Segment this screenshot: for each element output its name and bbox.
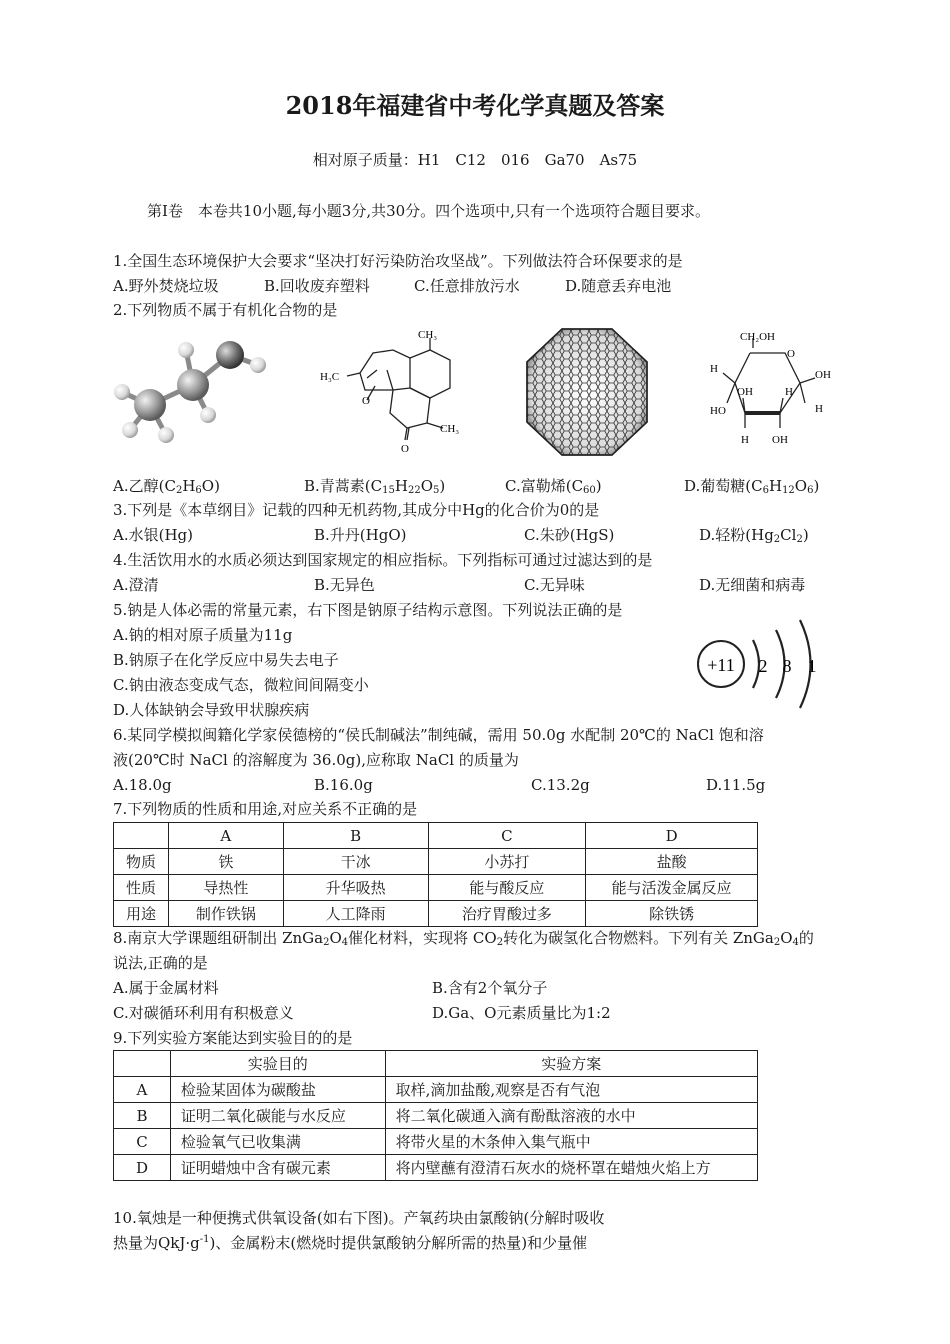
q1-option-d: D.随意丢弃电池 bbox=[565, 277, 672, 295]
table-cell: A bbox=[114, 1077, 171, 1103]
oh-right-label: OH bbox=[815, 369, 831, 381]
carbon-atom bbox=[134, 389, 166, 421]
table-row bbox=[114, 1155, 758, 1181]
atomic-mass-line: 相对原子质量：H1 C12 016 Ga70 As75 bbox=[312, 151, 638, 169]
table-cell: 取样,滴加盐酸,观察是否有气泡 bbox=[385, 1077, 757, 1103]
table-cell: 导热性 bbox=[168, 875, 283, 901]
q3-stem: 3.下列是《本草纲目》记载的四种无机药物,其成分中Hg的化合价为0的是 bbox=[113, 501, 600, 519]
q7-table bbox=[113, 822, 758, 927]
q6-option-a: A.18.0g bbox=[113, 776, 172, 794]
oh-bottom1-label: OH bbox=[737, 386, 753, 398]
h-label-2: H bbox=[785, 386, 793, 398]
o-bottom-label: O bbox=[401, 443, 409, 455]
q4-option-b: B.无异色 bbox=[314, 576, 375, 594]
q10-stem-line2: 热量为$QkJ\cdot g^{-1}$)、金属粉末(燃烧时提供氯酸钠分解所需的热量)和少量催 bbox=[113, 1234, 588, 1252]
q3-option-a: A.水银(Hg) bbox=[113, 526, 193, 544]
hydrogen-atom bbox=[122, 422, 138, 438]
table-cell: 性质 bbox=[114, 875, 169, 901]
q4-option-a: A.澄清 bbox=[113, 576, 159, 594]
ethanol-model-figure bbox=[108, 330, 278, 450]
glucose-structure-figure bbox=[705, 328, 840, 453]
h3c-label: H₃C bbox=[320, 371, 340, 383]
q4-option-d: D.无细菌和病毒 bbox=[699, 576, 806, 594]
q3-option-b: B.升丹(HgO) bbox=[314, 526, 407, 544]
hydrogen-atom bbox=[114, 384, 130, 400]
q2-option-d: D.葡萄糖$(C_6H_{12}O_6)$ bbox=[684, 477, 820, 496]
shell-2-electrons: 8 bbox=[782, 656, 792, 676]
q8-option-c: C.对碳循环利用有积极意义 bbox=[113, 1004, 294, 1022]
table-cell: 物质 bbox=[114, 849, 169, 875]
table-cell: 将二氧化碳通入滴有酚酞溶液的水中 bbox=[385, 1103, 757, 1129]
hydrogen-atom bbox=[178, 342, 194, 358]
q1-option-a: A.野外焚烧垃圾 bbox=[113, 277, 219, 295]
table-cell: 盐酸 bbox=[586, 849, 758, 875]
table-cell: A bbox=[168, 823, 283, 849]
q5-option-d: D.人体缺钠会导致甲状腺疾病 bbox=[113, 701, 310, 719]
table-cell: 证明蜡烛中含有碳元素 bbox=[170, 1155, 385, 1181]
q8-option-d: D.Ga、O元素质量比为1:2 bbox=[432, 1004, 611, 1022]
table-cell: 小苏打 bbox=[428, 849, 586, 875]
page-title: 2018年福建省中考化学真题及答案 bbox=[285, 91, 665, 120]
h-label-4: H bbox=[815, 403, 823, 415]
nucleus-charge: +11 bbox=[707, 655, 735, 675]
table-row bbox=[114, 901, 758, 927]
q6-stem-line1: 6.某同学模拟闽籍化学家侯德榜的“侯氏制碱法”制纯碱，需用 50.0g 水配制 20℃的 NaCl 饱和溶 bbox=[113, 726, 764, 744]
q1-stem: 1.全国生态环境保护大会要求“坚决打好污染防治攻坚战”。下列做法符合环保要求的是 bbox=[113, 252, 683, 270]
table-row bbox=[114, 875, 758, 901]
table-cell: C bbox=[114, 1129, 171, 1155]
sodium-atom-diagram bbox=[693, 612, 838, 717]
q2-option-b: B.青蒿素$(C_{15}H_{22}O_5)$ bbox=[304, 477, 446, 496]
artemisinin-structure-figure bbox=[315, 328, 485, 458]
q6-stem-line2: 液(20℃时 NaCl 的溶解度为 36.0g),应称取 NaCl 的质量为 bbox=[113, 751, 519, 769]
q2-option-c: C.富勒烯$(C_{60})$ bbox=[505, 477, 602, 496]
shell-1-electrons: 2 bbox=[758, 656, 768, 676]
q8-stem-line1: 8.南京大学课题组研制出 $ZnGa_2O_4$催化材料，实现将 $CO_2$转化为碳氢化合物燃料。下列有关 $ZnGa_2O_4$的 bbox=[113, 929, 814, 948]
q7-stem: 7.下列物质的性质和用途,对应关系不正确的是 bbox=[113, 800, 418, 818]
table-cell: 人工降雨 bbox=[283, 901, 428, 927]
table-cell: D bbox=[586, 823, 758, 849]
table-cell: 铁 bbox=[168, 849, 283, 875]
table-cell: 将内壁蘸有澄清石灰水的烧杯罩在蜡烛火焰上方 bbox=[385, 1155, 757, 1181]
table-cell: 实验目的 bbox=[170, 1051, 385, 1077]
table-row bbox=[114, 849, 758, 875]
table-cell: 能与酸反应 bbox=[428, 875, 586, 901]
table-cell: 将带火星的木条伸入集气瓶中 bbox=[385, 1129, 757, 1155]
table-row bbox=[114, 1129, 758, 1155]
q2-stem: 2.下列物质不属于有机化合物的是 bbox=[113, 301, 338, 319]
ch2oh-label: CH₂OH bbox=[740, 331, 776, 343]
section-intro: 第Ⅰ卷 本卷共10小题,每小题3分,共30分。四个选项中,只有一个选项符合题目要求。 bbox=[147, 202, 710, 220]
q6-option-d: D.11.5g bbox=[706, 776, 766, 794]
hydrogen-atom bbox=[200, 407, 216, 423]
table-cell: D bbox=[114, 1155, 171, 1181]
ho-left-label: HO bbox=[710, 405, 726, 417]
table-cell: 升华吸热 bbox=[283, 875, 428, 901]
q5-stem: 5.钠是人体必需的常量元素，右下图是钠原子结构示意图。下列说法正确的是 bbox=[113, 601, 623, 619]
table-cell: 干冰 bbox=[283, 849, 428, 875]
q1-option-b: B.回收废弃塑料 bbox=[264, 277, 370, 295]
hydrogen-atom bbox=[158, 427, 174, 443]
q4-stem: 4.生活饮用水的水质必须达到国家规定的相应指标。下列指标可通过过滤达到的是 bbox=[113, 551, 653, 569]
table-cell: 检验氧气已收集满 bbox=[170, 1129, 385, 1155]
hydrogen-atom bbox=[250, 357, 266, 373]
carbon-atom bbox=[177, 369, 209, 401]
table-cell: 检验某固体为碳酸盐 bbox=[170, 1077, 385, 1103]
ring-o-label: O bbox=[787, 348, 795, 360]
q3-option-c: C.朱砂(HgS) bbox=[524, 526, 615, 544]
q9-table bbox=[113, 1050, 758, 1181]
table-header-row bbox=[114, 1051, 758, 1077]
q6-option-b: B.16.0g bbox=[314, 776, 373, 794]
q2-option-a: A.乙醇$(C_2H_6O)$ bbox=[113, 477, 220, 496]
q4-option-c: C.无异味 bbox=[524, 576, 585, 594]
q8-stem-line2: 说法,正确的是 bbox=[113, 954, 208, 972]
table-cell: C bbox=[428, 823, 586, 849]
q5-option-b: B.钠原子在化学反应中易失去电子 bbox=[113, 651, 339, 669]
h-label-1: H bbox=[710, 363, 718, 375]
q10-stem-line1: 10.氧烛是一种便携式供氧设备(如右下图)。产氧药块由氯酸钠(分解时吸收 bbox=[113, 1209, 605, 1227]
q5-option-a: A.钠的相对原子质量为11g bbox=[113, 626, 293, 644]
q1-option-c: C.任意排放污水 bbox=[414, 277, 520, 295]
o-left-label: O bbox=[362, 395, 370, 407]
h-label-3: H bbox=[741, 434, 749, 446]
q5-option-c: C.钠由液态变成气态，微粒间间隔变小 bbox=[113, 676, 369, 694]
table-header-row bbox=[114, 823, 758, 849]
q3-option-d: D.轻粉$(Hg_2Cl_2)$ bbox=[699, 526, 809, 545]
ch3-right-label: CH₃ bbox=[440, 423, 460, 435]
oh-bottom2-label: OH bbox=[772, 434, 788, 446]
table-cell: 制作铁锅 bbox=[168, 901, 283, 927]
table-cell: B bbox=[283, 823, 428, 849]
fullerene-figure bbox=[517, 327, 657, 457]
table-cell: 实验方案 bbox=[385, 1051, 757, 1077]
table-row bbox=[114, 1077, 758, 1103]
q8-option-b: B.含有2个氧分子 bbox=[432, 979, 548, 997]
table-cell: B bbox=[114, 1103, 171, 1129]
table-cell: 用途 bbox=[114, 901, 169, 927]
ch3-top-label: CH₃ bbox=[418, 329, 438, 341]
table-cell: 能与活泼金属反应 bbox=[586, 875, 758, 901]
q8-option-a: A.属于金属材料 bbox=[113, 979, 219, 997]
table-cell: 治疗胃酸过多 bbox=[428, 901, 586, 927]
table-row bbox=[114, 1103, 758, 1129]
table-cell: 除铁锈 bbox=[586, 901, 758, 927]
table-cell: 证明二氧化碳能与水反应 bbox=[170, 1103, 385, 1129]
table-cell bbox=[114, 1051, 171, 1077]
q6-option-c: C.13.2g bbox=[531, 776, 590, 794]
oxygen-atom bbox=[216, 341, 244, 369]
table-cell bbox=[114, 823, 169, 849]
q9-stem: 9.下列实验方案能达到实验目的的是 bbox=[113, 1029, 353, 1047]
shell-3-electrons: 1 bbox=[807, 656, 817, 676]
